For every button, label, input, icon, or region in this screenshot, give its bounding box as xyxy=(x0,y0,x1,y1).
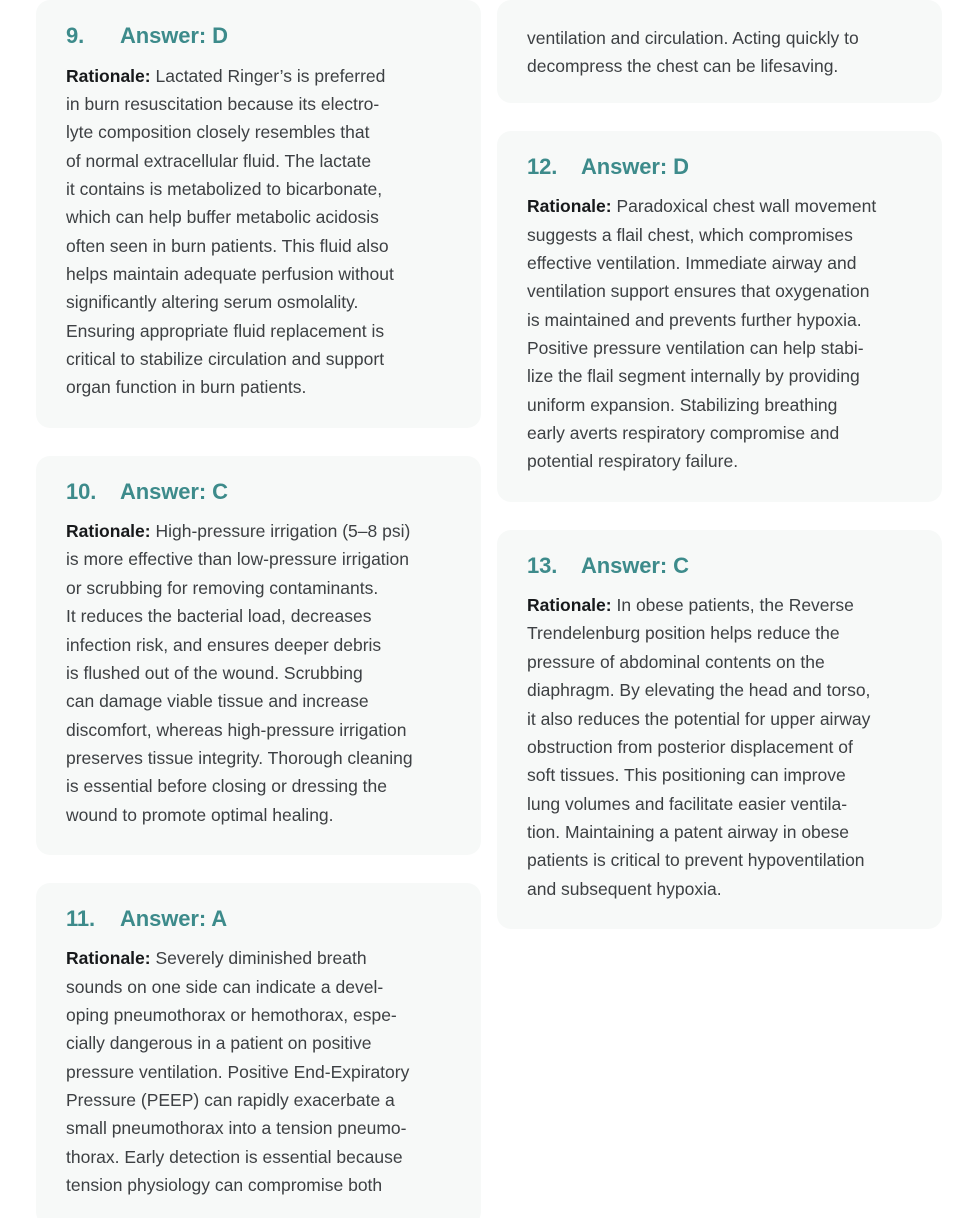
rationale-line: helps maintain adequate perfusion without xyxy=(66,263,394,284)
rationale-line: Trendelenburg position helps reduce the xyxy=(527,623,840,644)
rationale-line: early averts respiratory compromise and xyxy=(527,422,840,443)
rationale-label: Rationale: xyxy=(527,595,612,616)
answer-label: Answer: C xyxy=(120,478,228,504)
rationale-line: decompress the chest can be lifesaving. xyxy=(527,56,839,77)
question-number: 10. xyxy=(66,478,97,504)
question-number: 11. xyxy=(66,905,96,931)
rationale-line: High-pressure irrigation (5–8 psi) xyxy=(155,521,411,542)
answer-column-left xyxy=(36,0,481,1218)
rationale-line: lung volumes and facilitate easier ventila- xyxy=(527,793,848,814)
answer-card-continuation xyxy=(497,0,942,103)
rationale-line: pressure ventilation. Positive End-Expiratory xyxy=(66,1061,410,1082)
answer-card-heading xyxy=(527,552,912,580)
rationale-line: significantly altering serum osmolality. xyxy=(66,292,359,313)
rationale-line: it contains is metabolized to bicarbonate, xyxy=(66,178,383,199)
rationale-text xyxy=(66,517,451,829)
rationale-label: Rationale: xyxy=(66,521,151,542)
answer-label: Answer: A xyxy=(120,905,228,931)
answer-label: Answer: C xyxy=(581,552,689,578)
rationale-line: ventilation and circulation. Acting quickly to xyxy=(527,28,859,48)
rationale-text xyxy=(66,62,451,402)
rationale-line: is maintained and prevents further hypoxia. xyxy=(527,309,862,330)
rationale-line: oping pneumothorax or hemothorax, espe- xyxy=(66,1005,397,1026)
rationale-line: Pressure (PEEP) can rapidly exacerbate a xyxy=(66,1090,395,1111)
answer-card xyxy=(497,530,942,929)
rationale-text xyxy=(527,192,912,475)
answer-card xyxy=(36,883,481,1218)
answer-card xyxy=(497,131,942,502)
answer-column-right xyxy=(497,0,942,957)
rationale-line: uniform expansion. Stabilizing breathing xyxy=(527,394,838,415)
rationale-line: In obese patients, the Reverse xyxy=(616,595,854,616)
answer-card xyxy=(36,456,481,855)
rationale-text xyxy=(66,944,451,1199)
answer-card xyxy=(36,0,481,428)
rationale-line: soft tissues. This positioning can improve xyxy=(527,765,846,786)
rationale-line: small pneumothorax into a tension pneumo- xyxy=(66,1118,407,1139)
answer-label: Answer: D xyxy=(120,23,228,48)
rationale-line: it also reduces the potential for upper airway xyxy=(527,708,871,729)
rationale-line: is more effective than low-pressure irrigation xyxy=(66,549,410,570)
rationale-line: Paradoxical chest wall movement xyxy=(616,196,877,217)
rationale-line: preserves tissue integrity. Thorough cleaning xyxy=(66,747,413,768)
rationale-line: It reduces the bacterial load, decreases xyxy=(66,606,372,627)
answer-card-heading xyxy=(66,22,451,50)
rationale-line: discomfort, whereas high-pressure irrigation xyxy=(66,719,407,740)
answer-label: Answer: D xyxy=(581,153,689,179)
rationale-line: which can help buffer metabolic acidosis xyxy=(66,207,379,228)
rationale-line: Ensuring appropriate fluid replacement is xyxy=(66,320,385,341)
rationale-line: effective ventilation. Immediate airway and xyxy=(527,252,857,273)
rationale-label: Rationale: xyxy=(66,65,151,86)
rationale-line: wound to promote optimal healing. xyxy=(66,804,334,825)
rationale-line: thorax. Early detection is essential because xyxy=(66,1146,403,1167)
rationale-line: is flushed out of the wound. Scrubbing xyxy=(66,662,363,683)
answer-card-heading xyxy=(66,905,451,933)
rationale-text xyxy=(527,24,912,81)
rationale-line: tension physiology can compromise both xyxy=(66,1175,383,1196)
question-number: 13. xyxy=(527,552,558,578)
rationale-line: patients is critical to prevent hypoventilation xyxy=(527,850,865,871)
rationale-line: obstruction from posterior displacement of xyxy=(527,736,853,757)
rationale-line: can damage viable tissue and increase xyxy=(66,691,369,712)
rationale-line: suggests a flail chest, which compromises xyxy=(527,224,853,245)
rationale-line: lyte composition closely resembles that xyxy=(66,122,370,143)
rationale-line: cially dangerous in a patient on positive xyxy=(66,1033,372,1054)
rationale-line: tion. Maintaining a patent airway in obese xyxy=(527,821,850,842)
rationale-label: Rationale: xyxy=(66,948,151,969)
rationale-line: or scrubbing for removing contaminants. xyxy=(66,577,379,598)
rationale-text xyxy=(527,591,912,903)
rationale-line: critical to stabilize circulation and support xyxy=(66,348,385,369)
rationale-line: potential respiratory failure. xyxy=(527,451,739,472)
question-number: 9. xyxy=(66,23,85,48)
rationale-line: Severely diminished breath xyxy=(155,948,367,969)
rationale-line: lize the flail segment internally by providing xyxy=(527,366,860,387)
rationale-line: of normal extracellular fluid. The lactate xyxy=(66,150,372,171)
rationale-line: Lactated Ringer’s is preferred xyxy=(155,65,386,86)
rationale-line: is essential before closing or dressing the xyxy=(66,776,388,797)
question-number: 12. xyxy=(527,153,558,179)
rationale-line: ventilation support ensures that oxygenation xyxy=(527,281,870,302)
rationale-line: organ function in burn patients. xyxy=(66,377,307,398)
rationale-line: and subsequent hypoxia. xyxy=(527,878,722,899)
answer-card-heading xyxy=(66,478,451,506)
answer-card-heading xyxy=(527,153,912,181)
rationale-line: pressure of abdominal contents on the xyxy=(527,651,825,672)
rationale-line: diaphragm. By elevating the head and torso, xyxy=(527,680,871,701)
rationale-line: in burn resuscitation because its electro- xyxy=(66,93,380,114)
rationale-line: Positive pressure ventilation can help stabi- xyxy=(527,337,864,358)
rationale-line: infection risk, and ensures deeper debris xyxy=(66,634,382,655)
rationale-line: often seen in burn patients. This fluid also xyxy=(66,235,389,256)
rationale-label: Rationale: xyxy=(527,196,612,217)
rationale-line: sounds on one side can indicate a devel- xyxy=(66,976,384,997)
